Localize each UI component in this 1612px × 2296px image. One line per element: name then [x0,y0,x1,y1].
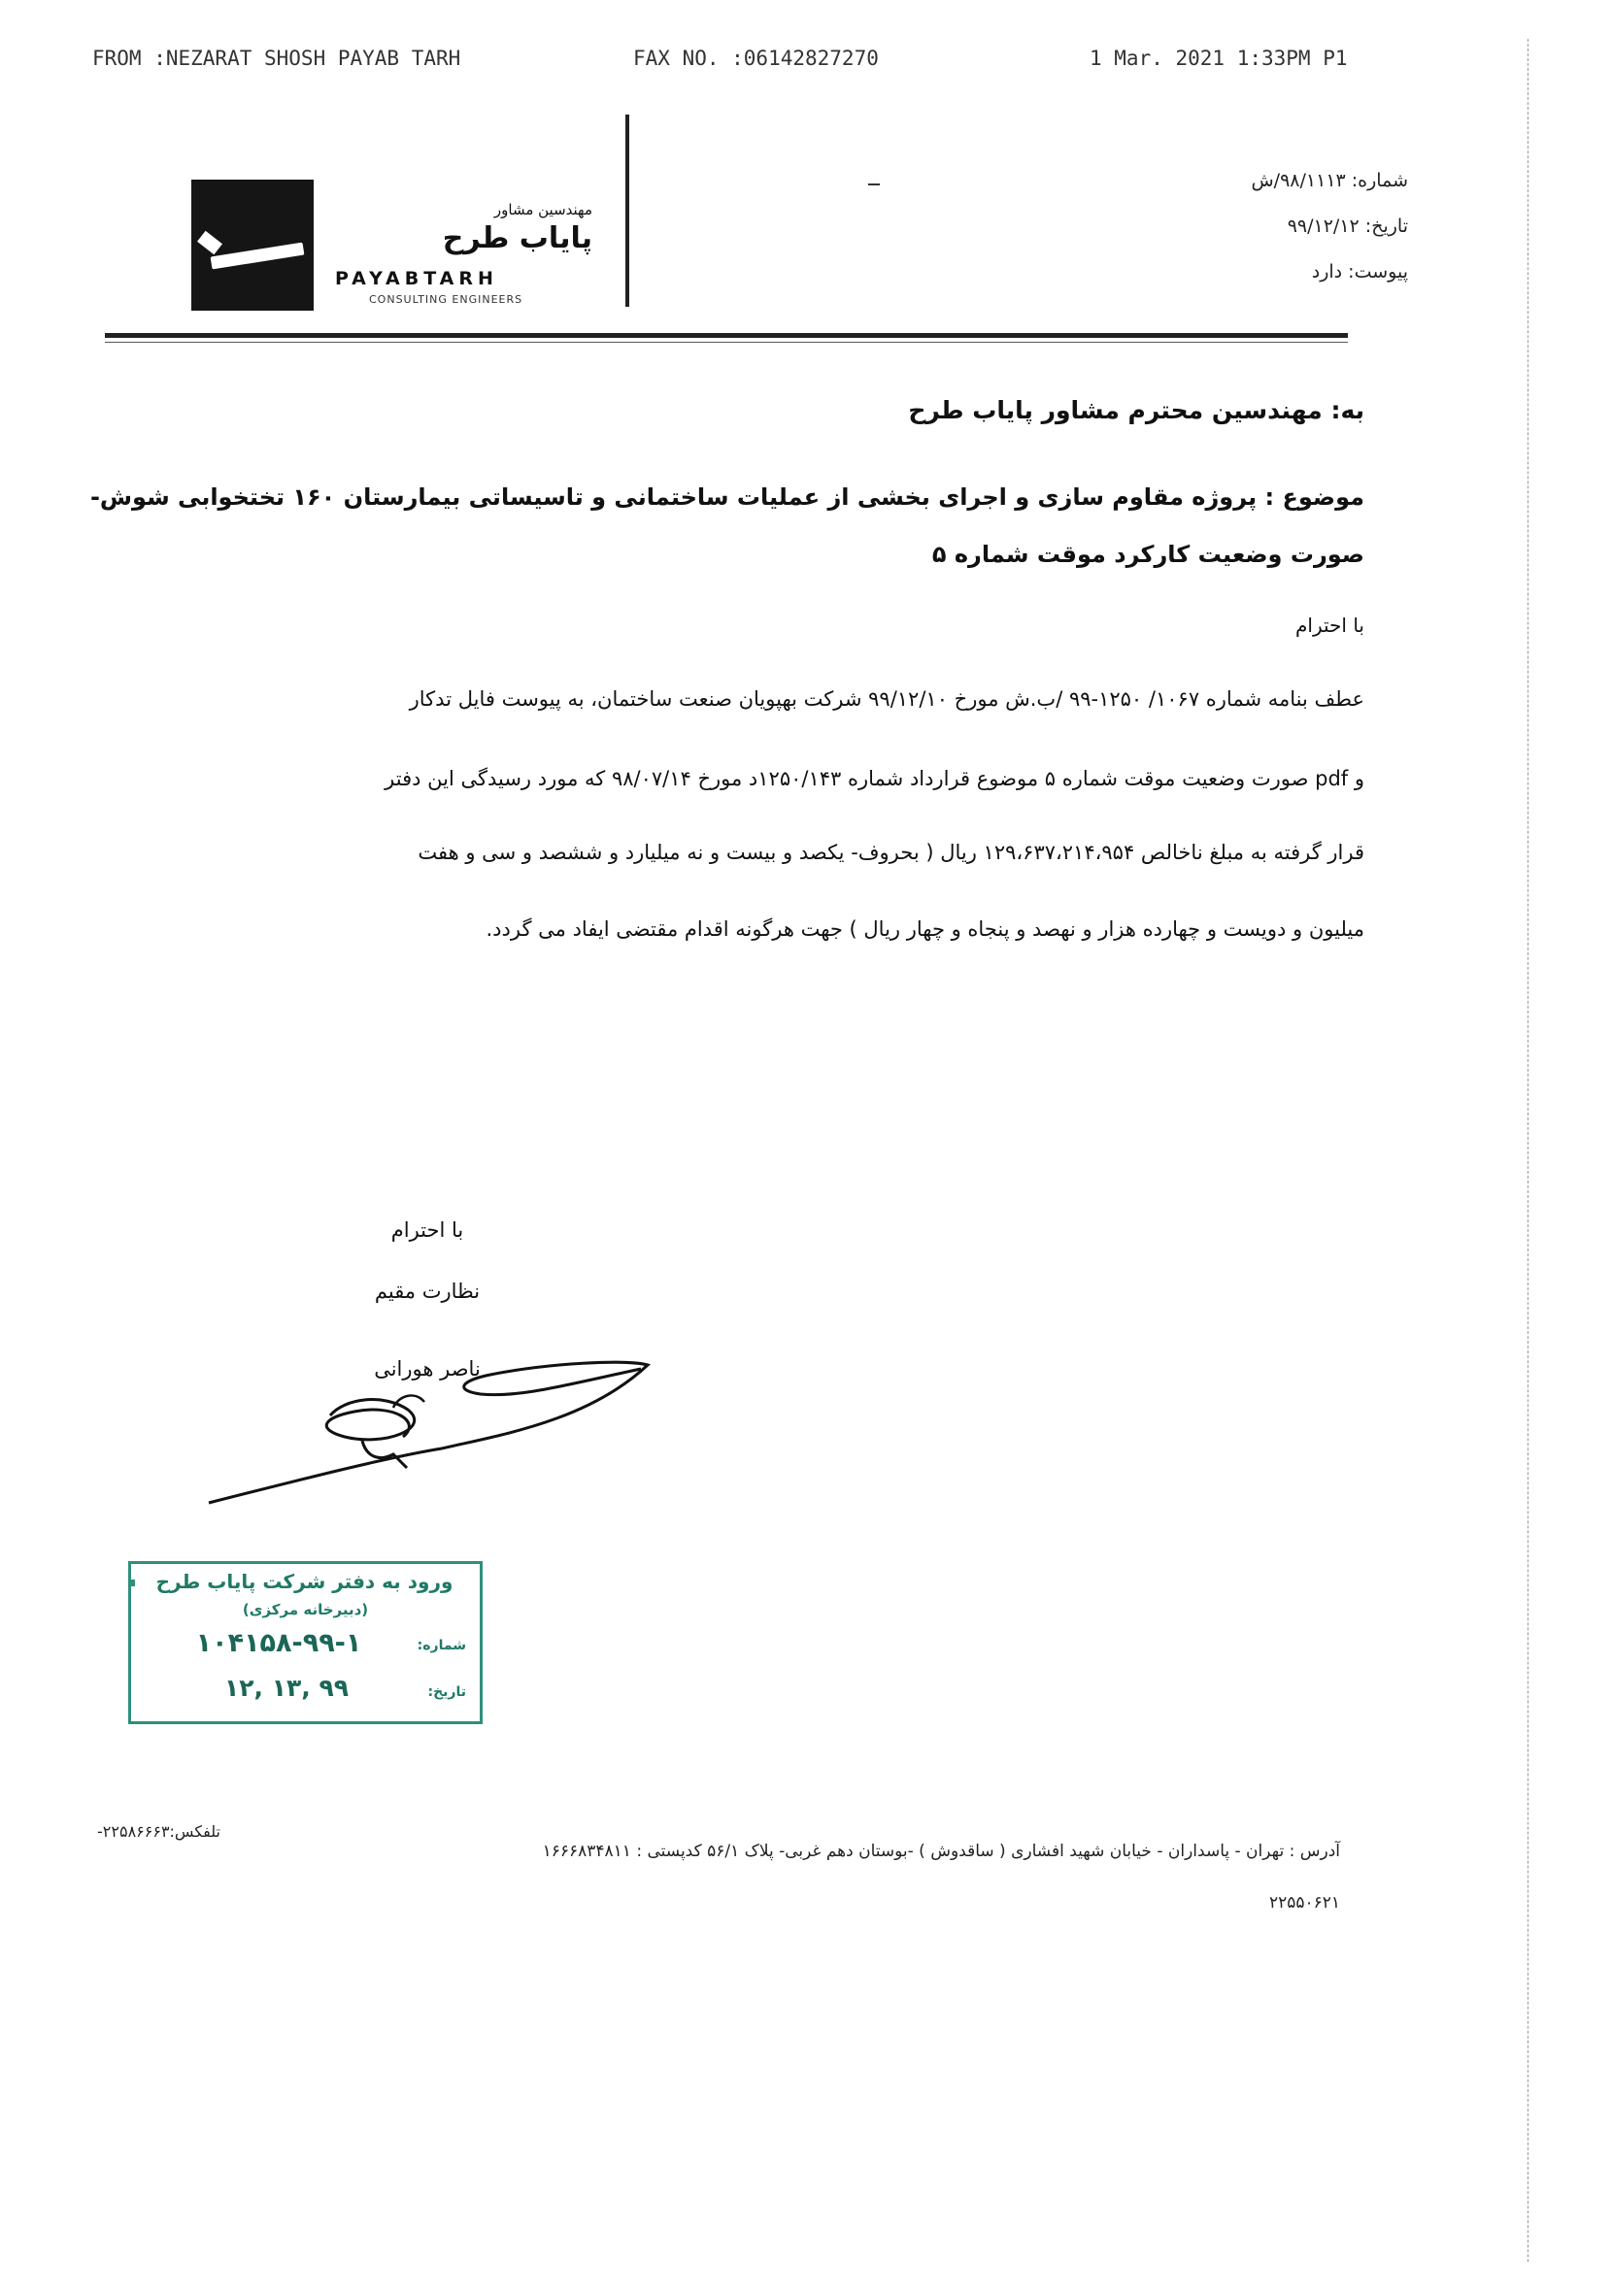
footer-fax: تلفکس:۲۲۵۸۶۶۶۳- [97,1822,220,1841]
header-rule-thin [105,342,1348,343]
fax-datetime: 1 Mar. 2021 1:33PM P1 [1090,47,1348,70]
letter-number: شماره: ۹۸/۱۱۱۳/ش [1251,170,1408,191]
fax-number: FAX NO. :06142827270 [633,47,879,70]
logo-stroke-left [197,231,222,255]
header-rule [105,333,1348,338]
closing: با احترام [390,1218,464,1242]
subject-line-2: صورت وضعیت کارکرد موقت شماره ۵ [931,541,1364,568]
logo-stroke [211,243,305,270]
subject-line-1: موضوع : پروژه مقاوم سازی و اجرای بخشی از عملیات ساختمانی و تاسیساتی بیمارستان ۱۶۰ تختخوابی شوش- [89,483,1364,511]
logo-name-big: پایاب طرح [442,221,592,255]
letter-attachment: پیوست: دارد [1311,261,1408,283]
signer-role: نظارت مقیم [374,1280,481,1303]
stamp-title: ورود به دفتر شرکت پایاب طرح [155,1570,453,1593]
logo-name-small: مهندسین مشاور [493,201,592,218]
logo-name-en: PAYABTARH [335,268,498,289]
stamp-subtitle: (دبیرخانه مرکزی) [242,1601,369,1618]
stamp-date-label: تاریخ: [427,1684,466,1700]
company-logo-mark [191,180,314,311]
body-line: و pdf صورت وضعیت موقت شماره ۵ موضوع قرارداد شماره ۱۲۵۰/۱۴۳د مورخ ۹۸/۰۷/۱۴ که مورد رسیدگی این دفتر [385,767,1364,790]
handwritten-signature [199,1340,665,1514]
footer-phone: ۲۲۵۵۰۶۲۱ [1268,1893,1340,1913]
body-line: عطف بنامه شماره ۱۰۶۷/ ۱۲۵۰-۹۹ /ب.ش مورخ ۹۹/۱۲/۱۰ شرکت بهپویان صنعت ساختمان، به پیوست فایل تدکار [409,687,1364,711]
signer-name: ناصر هورانی [374,1357,481,1381]
logo-name-en-sub: CONSULTING ENGINEERS [369,293,523,306]
stamp-date-value: ۹۹ ,۱۳ ,۱۲ [224,1674,349,1702]
stamp-number-label: شماره: [417,1638,466,1653]
header-divider [625,115,629,307]
stamp-number-value: ۱۰۴۱۵۸-۹۹-۱ [195,1628,362,1658]
stamp-dot [128,1580,135,1586]
greeting: با احترام [1295,614,1364,637]
header-dash [868,183,880,185]
body-line: میلیون و دویست و چهارده هزار و نهصد و پنجاه و چهار ریال ) جهت هرگونه اقدام مقتضی ایفاد می گردد. [486,917,1364,941]
body-line: قرار گرفته به مبلغ ناخالص ۱۲۹،۶۳۷،۲۱۴،۹۵۴ ریال ( بحروف- یکصد و بیست و نه میلیارد و ششصد و سی و هفت [418,841,1364,864]
page-edge-line [1528,39,1529,2262]
letter-date: تاریخ: ۹۹/۱۲/۱۲ [1287,216,1408,237]
fax-from: FROM :NEZARAT SHOSH PAYAB TARH [92,47,461,70]
fax-header [0,47,1612,80]
received-stamp [128,1561,483,1724]
recipient: به: مهندسین محترم مشاور پایاب طرح [908,396,1364,424]
footer-address: آدرس : تهران - پاسداران - خیابان شهید افشاری ( ساقدوش ) -بوستان دهم غربی- پلاک ۵۶/۱ کدپستی : ۱۶۶۶۸۳۴۸۱۱ [542,1842,1340,1861]
